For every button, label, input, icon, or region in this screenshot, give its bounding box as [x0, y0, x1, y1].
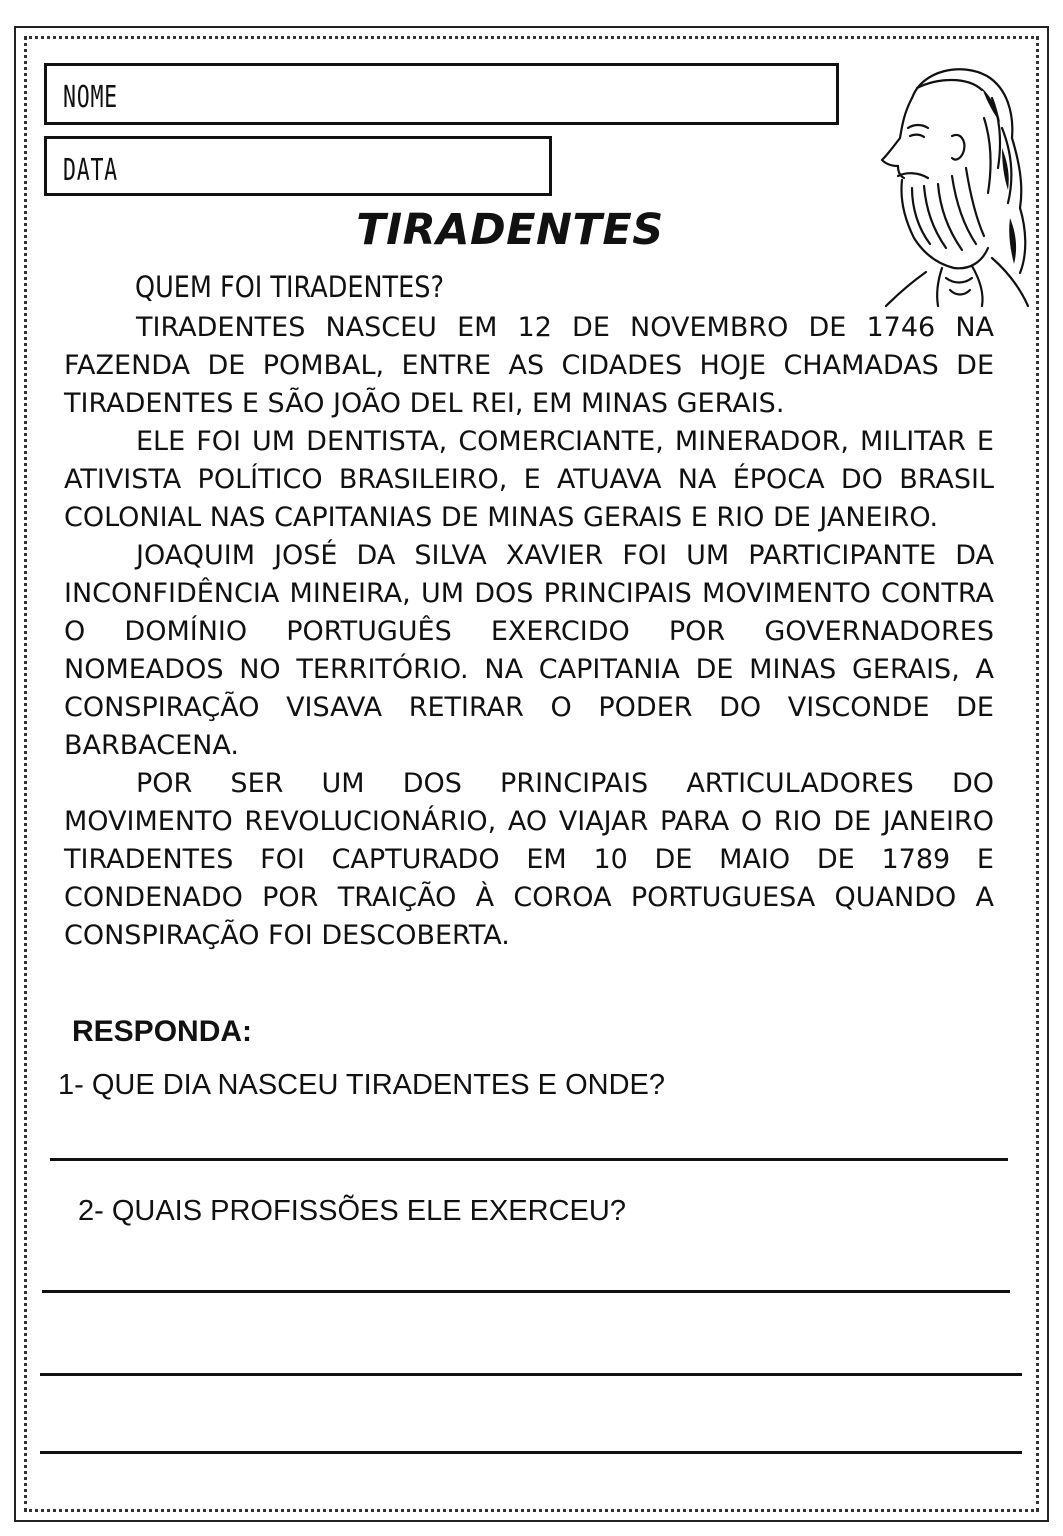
paragraph: TIRADENTES NASCEU EM 12 DE NOVEMBRO DE 1746 NA FAZENDA DE POMBAL, ENTRE AS CIDADES HOJE CHAMADAS DE TIRADENTES E SÃO JOÃO DEL REI, EM MINAS GERAIS.: [64, 312, 994, 419]
paragraph: POR SER UM DOS PRINCIPAIS ARTICULADORES DO MOVIMENTO REVOLUCIONÁRIO, AO VIAJAR PARA O RIO DE JANEIRO TIRADENTES FOI CAPTURADO EM 10 DE MAIO DE 1789 E CONDENADO POR TRAIÇÃO À COROA PORTUGUESA QUANDO A CONSPIRAÇÃO FOI DESCOBERTA.: [64, 768, 994, 951]
question-2: 2- QUAIS PROFISSÕES ELE EXERCEU?: [78, 1195, 626, 1227]
date-field[interactable]: [44, 136, 552, 196]
answer-line[interactable]: [42, 1290, 1010, 1293]
answer-line[interactable]: [40, 1451, 1022, 1454]
answer-line[interactable]: [50, 1158, 1008, 1161]
paragraph: ELE FOI UM DENTISTA, COMERCIANTE, MINERADOR, MILITAR E ATIVISTA POLÍTICO BRASILEIRO, E ATUAVA NA ÉPOCA DO BRASIL COLONIAL NAS CAPITANIAS DE MINAS GERAIS E RIO DE JANEIRO.: [64, 426, 994, 533]
portrait-illustration: [842, 58, 1032, 308]
name-label: NOME: [63, 80, 118, 115]
page-title: TIRADENTES: [356, 205, 664, 255]
question-1: 1- QUE DIA NASCEU TIRADENTES E ONDE?: [58, 1069, 665, 1101]
reading-text: [64, 309, 994, 955]
paragraph: JOAQUIM JOSÉ DA SILVA XAVIER FOI UM PARTICIPANTE DA INCONFIDÊNCIA MINEIRA, UM DOS PRINCIPAIS MOVIMENTO CONTRA O DOMÍNIO PORTUGUÊS EXERCIDO POR GOVERNADORES NOMEADOS NO TERRITÓRIO. NA CAPITANIA DE MINAS GERAIS, A CONSPIRAÇÃO VISAVA RETIRAR O PODER DO VISCONDE DE BARBACENA.: [64, 540, 994, 761]
exercise-heading: RESPONDA:: [72, 1015, 253, 1048]
name-field[interactable]: [44, 63, 839, 125]
section-subtitle: QUEM FOI TIRADENTES?: [135, 270, 445, 304]
date-label: DATA: [63, 153, 118, 188]
answer-line[interactable]: [40, 1373, 1022, 1376]
